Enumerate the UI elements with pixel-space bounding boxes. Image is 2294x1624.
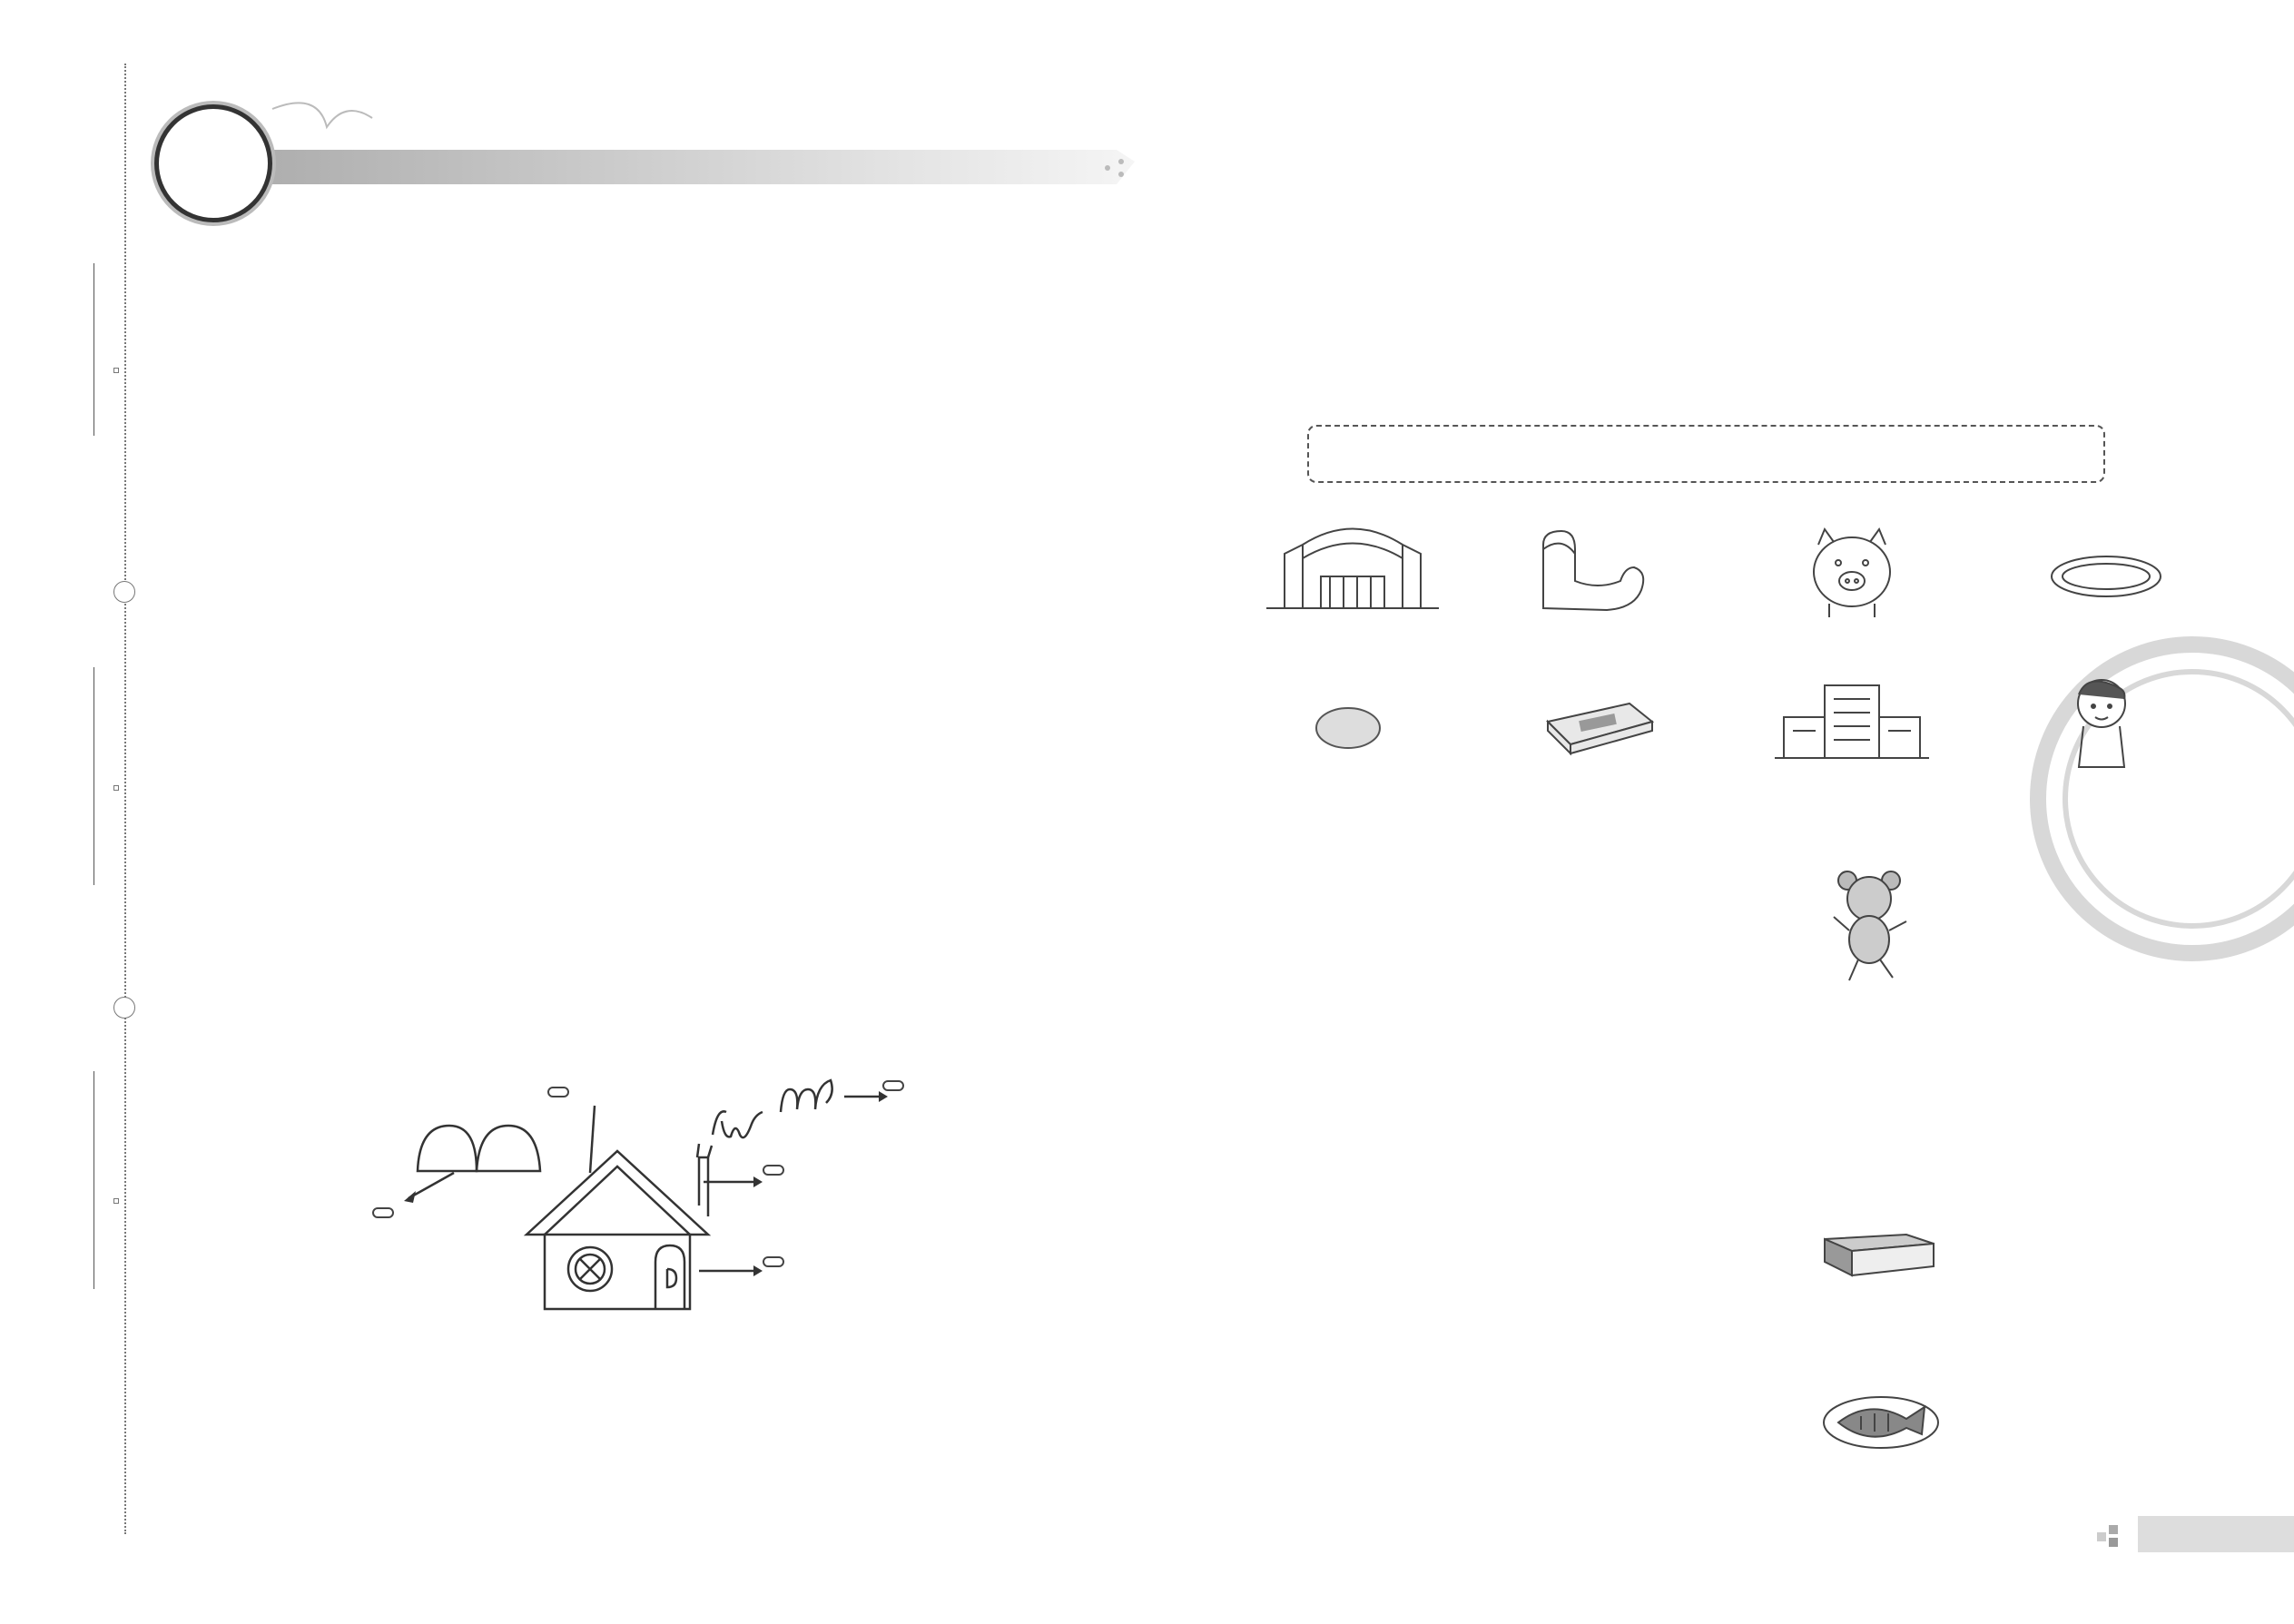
label-white: [372, 1207, 394, 1218]
word-bank-box: [1307, 425, 2105, 483]
header-banner: [136, 91, 1144, 227]
publisher-logo: [154, 104, 272, 222]
plate-picture: [2047, 549, 2165, 604]
binding-mark-secret: [113, 1198, 119, 1204]
bear-picture: [1829, 867, 1915, 985]
label-yellow: [882, 1080, 904, 1091]
binding-mark-seal: [113, 785, 119, 791]
house-picture: [363, 1071, 999, 1325]
egg-picture: [1312, 704, 1384, 753]
binding-circle-1: [113, 581, 135, 603]
footer-tag-dot-3: [2109, 1538, 2118, 1547]
school-picture: [1775, 681, 1929, 763]
binding-mark-line: [113, 368, 119, 373]
footer-tag-bar: [2138, 1516, 2294, 1552]
footer-tag-dot-2: [2109, 1525, 2118, 1534]
fish-picture: [1820, 1393, 1943, 1452]
binding-dotted-line: [124, 64, 126, 1534]
label-red: [763, 1256, 784, 1267]
label-green: [763, 1165, 784, 1176]
pencil-box-picture: [1539, 694, 1657, 758]
pig-picture: [1802, 522, 1902, 622]
binding-circle-2: [113, 997, 135, 1019]
arm-picture: [1534, 527, 1652, 617]
footer-tag-dot-1: [2097, 1532, 2106, 1541]
face-picture: [2061, 672, 2142, 772]
book-picture: [1820, 1225, 1938, 1289]
label-blue: [547, 1087, 569, 1097]
zoo-picture: [1266, 517, 1439, 617]
